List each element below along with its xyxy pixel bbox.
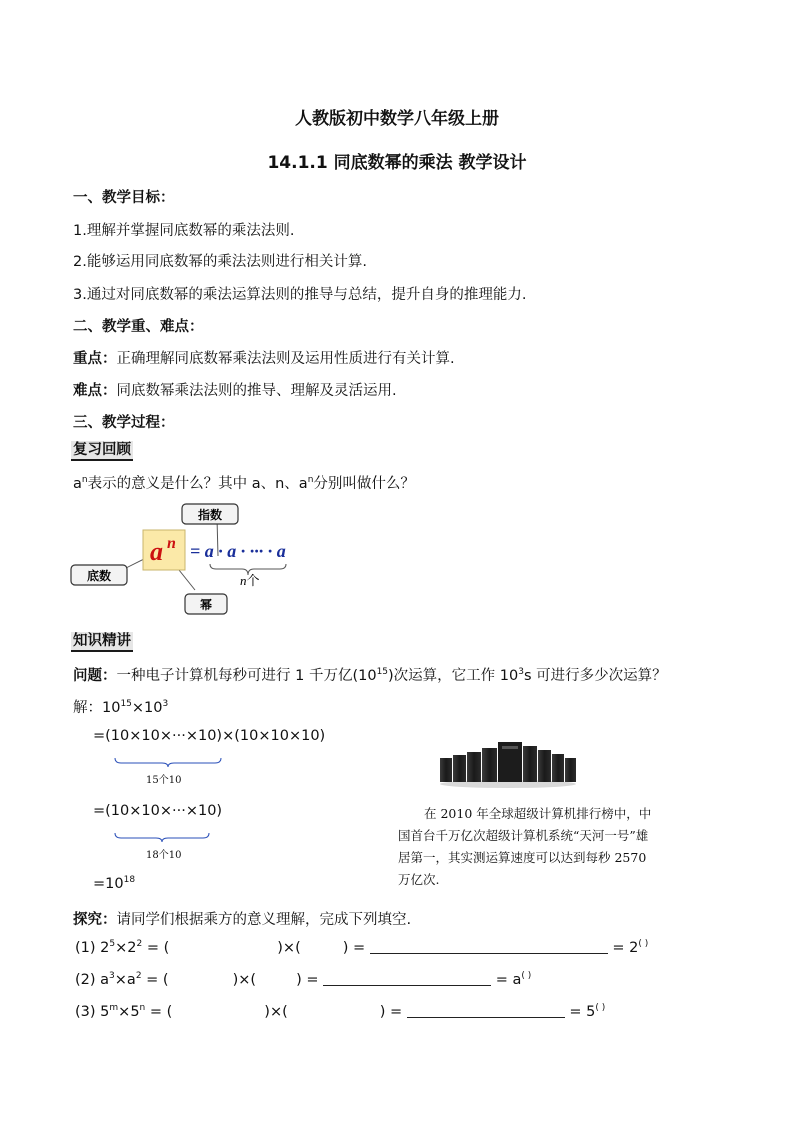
- exercise-paren: ) =: [342, 940, 370, 956]
- exercise-2: [75, 972, 531, 988]
- explore-text: 请同学们根据乘方的意义理解，完成下列填空.: [116, 912, 412, 928]
- knowledge-label: 知识精讲: [71, 632, 133, 652]
- problem-label: 问题：: [73, 668, 117, 684]
- problem-text: [73, 664, 667, 685]
- key-point: [73, 347, 455, 368]
- supercomputer-image: [438, 738, 578, 790]
- exercise-paren: )×(: [232, 972, 257, 988]
- exercise-exp: 3: [109, 971, 115, 981]
- exercise-exp: 2: [135, 971, 142, 981]
- brace-18-label: 18个10: [146, 850, 182, 861]
- question-exp-2: n: [307, 475, 314, 485]
- exercise-exp-blank: ( ): [521, 971, 532, 981]
- power-diagram: [70, 500, 370, 620]
- problem-part-c: s 可进行多少次运算？: [523, 668, 667, 684]
- brace-15: [113, 756, 223, 768]
- exercise-term: 2: [100, 940, 110, 956]
- exercise-paren: = (: [141, 972, 169, 988]
- solution-step-2: =(10×10×···×10): [93, 803, 223, 819]
- solution-start: [73, 696, 168, 717]
- brace-18: [113, 831, 213, 843]
- problem-exp-2: 3: [518, 667, 524, 677]
- exercise-exp-blank: ( ): [595, 1003, 606, 1013]
- explore-label: 探究：: [73, 912, 117, 928]
- review-label: 复习回顾: [71, 441, 133, 461]
- exercise-exp: n: [139, 1003, 146, 1013]
- result-base: =10: [93, 876, 124, 892]
- answer-blank[interactable]: [407, 1005, 565, 1018]
- exercise-1: [75, 940, 648, 956]
- exercise-paren: = (: [145, 1004, 173, 1020]
- section-heading-process: 三、教学过程：: [73, 415, 175, 431]
- exercise-exp: 5: [109, 939, 116, 949]
- power-expansion: = a · a · ··· · a: [190, 541, 286, 561]
- section-heading-focus: 二、教学重、难点：: [73, 319, 204, 335]
- difficulty-label: 难点：: [73, 383, 117, 399]
- exercise-number: (1): [75, 940, 96, 956]
- image-caption: 在 2010 年全球超级计算机排行榜中，中国首台千万亿次超级计算机系统“天河一号”雄居第一，其实测运算速度可以达到每秒 2570 万亿次.: [398, 806, 652, 887]
- solution-exp-1: 15: [120, 699, 132, 709]
- objective-item: 1.理解并掌握同底数幂的乘法法则.: [73, 223, 295, 239]
- exercise-result: = a: [491, 972, 522, 988]
- problem-part-a: 一种电子计算机每秒可进行 1 千万亿(10: [116, 668, 377, 684]
- exercise-term: a: [100, 972, 110, 988]
- exponent-label: 指数: [197, 508, 223, 522]
- key-point-text: 正确理解同底数幂乘法法则及运用性质进行有关计算.: [116, 351, 455, 367]
- base-label: 底数: [86, 569, 112, 583]
- exercise-result: = 5: [564, 1004, 596, 1020]
- exercise-exp: m: [109, 1003, 119, 1013]
- exercise-term: ×2: [115, 940, 137, 956]
- key-point-label: 重点：: [73, 351, 117, 367]
- solution-label: 解：: [73, 700, 102, 716]
- result-exp: 18: [123, 875, 136, 885]
- question-middle: 表示的意义是什么？其中 a、n、a: [87, 476, 308, 492]
- question-end: 分别叫做什么？: [313, 476, 415, 492]
- difficulty-text: 同底数幂乘法法则的推导、理解及灵活运用.: [116, 383, 397, 399]
- power-base: a: [150, 537, 163, 566]
- explore-intro: [73, 908, 411, 929]
- review-question: [73, 472, 415, 493]
- exercise-term: ×a: [114, 972, 136, 988]
- solution-exp-2: 3: [162, 699, 169, 709]
- section-heading-objectives: 一、教学目标：: [73, 190, 175, 206]
- exercise-exp: 2: [136, 939, 143, 949]
- exercise-paren: ) =: [379, 1004, 407, 1020]
- solution-times: ×10: [131, 700, 163, 716]
- brace-15-label: 15个10: [146, 775, 182, 786]
- power-exp: n: [167, 535, 176, 552]
- problem-part-b: )次运算，它工作 10: [388, 668, 519, 684]
- solution-base: 10: [102, 700, 121, 716]
- exercise-paren: = (: [142, 940, 170, 956]
- exercise-3: [75, 1004, 605, 1020]
- answer-blank[interactable]: [323, 973, 491, 986]
- count-label: n个: [240, 573, 260, 588]
- page-subtitle: 14.1.1 同底数幂的乘法 教学设计: [267, 153, 527, 173]
- exercise-result: = 2: [607, 940, 639, 956]
- power-label: 幂: [199, 598, 213, 612]
- solution-result: [93, 876, 135, 892]
- exercise-number: (2): [75, 972, 96, 988]
- solution-step-1: =(10×10×···×10)×(10×10×10): [93, 728, 326, 744]
- objective-item: 2.能够运用同底数幂的乘法法则进行相关计算.: [73, 254, 367, 270]
- question-base: a: [73, 476, 82, 492]
- exercise-paren: ) =: [296, 972, 324, 988]
- exercise-paren: )×(: [264, 1004, 288, 1020]
- exercise-term: 5: [100, 1004, 110, 1020]
- difficulty-point: [73, 379, 397, 400]
- objective-item: 3.通过对同底数幂的乘法运算法则的推导与总结，提升自身的推理能力.: [73, 287, 527, 303]
- exercise-exp-blank: ( ): [638, 939, 649, 949]
- question-exp: n: [81, 475, 88, 485]
- exercise-paren: )×(: [277, 940, 301, 956]
- answer-blank[interactable]: [370, 941, 608, 954]
- exercise-number: (3): [75, 1004, 96, 1020]
- exercise-term: ×5: [118, 1004, 140, 1020]
- page-title: 人教版初中数学八年级上册: [295, 109, 499, 129]
- problem-exp-1: 15: [376, 667, 389, 677]
